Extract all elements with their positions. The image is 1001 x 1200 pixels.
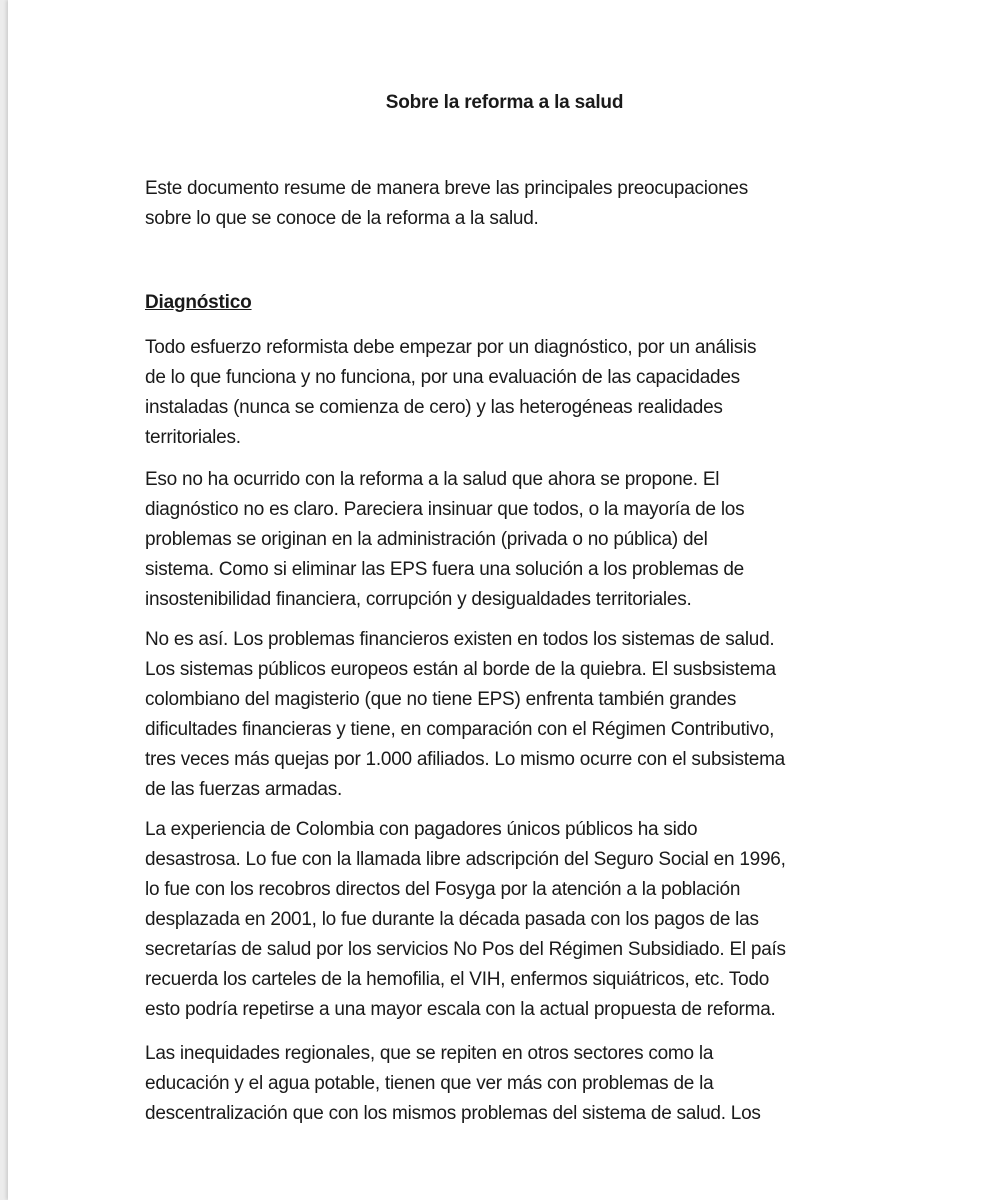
document-title: Sobre la reforma a la salud [385,92,624,113]
text-line: La experiencia de Colombia con pagadores únicos públicos ha sido [145,819,698,840]
text-line: lo fue con los recobros directos del Fosyga por la atención a la población [145,879,741,900]
text-line: Este documento resume de manera breve las principales preocupaciones [145,178,748,199]
text-line: colombiano del magisterio (que no tiene EPS) enfrenta también grandes [145,689,737,710]
text-line: recuerda los carteles de la hemofilia, el VIH, enfermos siquiátricos, etc. Todo [145,969,770,990]
text-line: de lo que funciona y no funciona, por una evaluación de las capacidades [145,367,740,388]
paragraph-1 [145,333,870,453]
text-line: No es así. Los problemas financieros existen en todos los sistemas de salud. [145,629,775,650]
text-line: Los sistemas públicos europeos están al borde de la quiebra. El susbsistema [145,659,776,680]
text-line: sobre lo que se conoce de la reforma a la salud. [145,208,539,229]
text-line: problemas se originan en la administración (privada o no pública) del [145,529,708,550]
text-line: dificultades financieras y tiene, en comparación con el Régimen Contributivo, [145,719,775,740]
text-line: sistema. Como si eliminar las EPS fuera una solución a los problemas de [145,559,744,580]
section-heading-diagnostico: Diagnóstico [145,292,252,313]
text-line: tres veces más quejas por 1.000 afiliados. Lo mismo ocurre con el subsistema [145,749,785,770]
text-line: esto podría repetirse a una mayor escala con la actual propuesta de reforma. [145,999,776,1020]
paragraph-5 [145,1039,870,1129]
text-line: educación y el agua potable, tienen que ver más con problemas de la [145,1073,714,1094]
text-line: Las inequidades regionales, que se repiten en otros sectores como la [145,1043,714,1064]
text-line: descentralización que con los mismos problemas del sistema de salud. Los [145,1103,761,1124]
intro-paragraph [145,174,870,234]
document-page [8,0,1001,1200]
text-line: Eso no ha ocurrido con la reforma a la salud que ahora se propone. El [145,469,720,490]
text-line: Todo esfuerzo reformista debe empezar por un diagnóstico, por un análisis [145,337,757,358]
text-line: secretarías de salud por los servicios No Pos del Régimen Subsidiado. El país [145,939,786,960]
text-line: insostenibilidad financiera, corrupción y desigualdades territoriales. [145,589,692,610]
text-line: instaladas (nunca se comienza de cero) y las heterogéneas realidades [145,397,723,418]
paragraph-4 [145,815,870,1025]
text-line: territoriales. [145,427,241,448]
paragraph-3 [145,625,870,805]
text-line: desastrosa. Lo fue con la llamada libre adscripción del Seguro Social en 1996, [145,849,786,870]
text-line: desplazada en 2001, lo fue durante la década pasada con los pagos de las [145,909,759,930]
text-line: diagnóstico no es claro. Pareciera insinuar que todos, o la mayoría de los [145,499,745,520]
text-line: de las fuerzas armadas. [145,779,343,800]
paragraph-2 [145,465,870,615]
